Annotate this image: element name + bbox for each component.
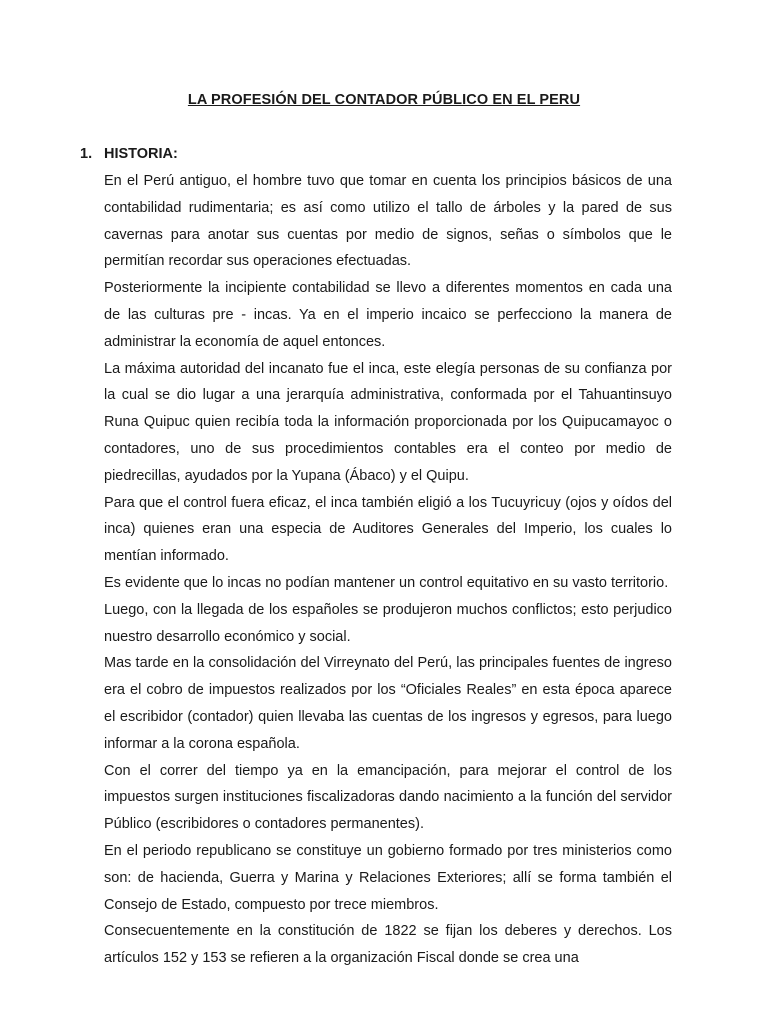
section-number: 1. (80, 146, 93, 162)
paragraph: En el periodo republicano se constituye un gobierno formado por tres ministerios como son: de hacienda, Guerra y Marina y Relaciones Exteriores; allí se forma también el Consejo de Estado, compuesto por trece miembros. (104, 842, 672, 913)
paragraph: La máxima autoridad del incanato fue el inca, este elegía personas de su confianza por la cual se dio lugar a una jerarquía administrativa, conformada por el Tahuantinsuyo Runa Quipuc quien recibía toda la información proporcionada por los Quipucamayoc o contadores, uno de sus procedimientos contables era el conteo por medio de piedrecillas, ayudados por la Yupana (Ábaco) y el Quipu. (104, 360, 672, 484)
section-body (104, 168, 672, 972)
paragraph: Para que el control fuera eficaz, el inca también eligió a los Tucuyricuy (ojos y oídos del inca) quienes eran una especia de Auditores Generales del Imperio, los cuales lo mentían informado. (104, 494, 672, 565)
paragraph: En el Perú antiguo, el hombre tuvo que tomar en cuenta los principios básicos de una contabilidad rudimentaria; es así como utilizo el tallo de árboles y la pared de sus cavernas para anotar sus cuentas por medio de signos, señas o símbolos que le permitían recordar sus operaciones efectuadas. (104, 173, 672, 270)
section-heading-text: HISTORIA: (104, 146, 178, 162)
document-title: LA PROFESIÓN DEL CONTADOR PÚBLICO EN EL PERU (187, 92, 581, 108)
paragraph: Es evidente que lo incas no podían mantener un control equitativo en su vasto territorio. (104, 574, 669, 591)
paragraph: Consecuentemente en la constitución de 1822 se fijan los deberes y derechos. Los artículos 152 y 153 se refieren a la organización Fiscal donde se crea una (104, 923, 672, 967)
paragraph: Con el correr del tiempo ya en la emancipación, para mejorar el control de los impuestos surgen instituciones fiscalizadoras dando nacimiento a la función del servidor Público (escribidores o contadores permanentes). (104, 762, 672, 833)
paragraph: Posteriormente la incipiente contabilidad se llevo a diferentes momentos en cada una de las culturas pre - incas. Ya en el imperio incaico se perfecciono la manera de administrar la economía de aquel entonces. (104, 280, 672, 350)
paragraph: Mas tarde en la consolidación del Virreynato del Perú, las principales fuentes de ingreso era el cobro de impuestos realizados por los “Oficiales Reales” en esta época aparece el escribidor (contador) quien llevaba las cuentas de los ingresos y egresos, para luego informar a la corona española. (104, 655, 672, 752)
paragraph: Luego, con la llegada de los españoles se produjeron muchos conflictos; esto perjudico nuestro desarrollo económico y social. (104, 601, 672, 645)
section-heading (80, 146, 178, 162)
